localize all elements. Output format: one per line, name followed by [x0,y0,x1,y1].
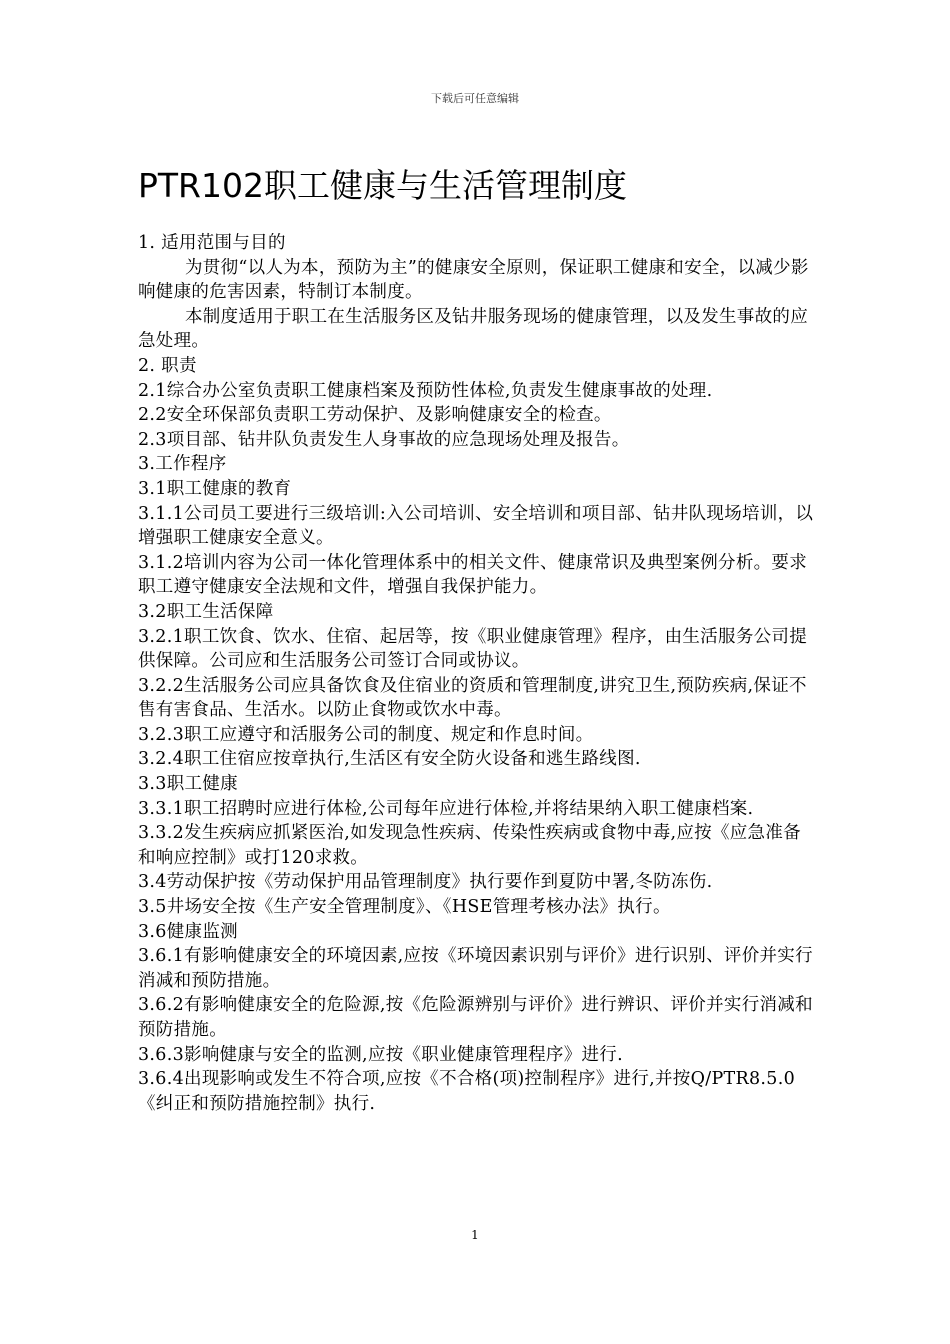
paragraph: 2.3项目部、钻井队负责发生人身事故的应急现场处理及报告。 [138,429,630,450]
paragraph: 2.2安全环保部负责职工劳动保护、及影响健康安全的检查。 [138,405,612,426]
paragraph: 3.1.2培训内容为公司一体化管理体系中的相关文件、健康常识及典型案例分析。要求职工遵守健康安全法规和文件，增强自我保护能力。 [138,552,808,598]
paragraph: 3.3.2发生疾病应抓紧医治,如发现急性疾病、传染性疾病或食物中毒,应按《应急准备和响应控制》或打120求救。 [138,823,801,868]
paragraph: 3.2.1职工饮食、饮水、住宿、起居等，按《职业健康管理》程序，由生活服务公司提供保障。公司应和生活服务公司签订合同或协议。 [138,626,808,672]
paragraph: 3.2.4职工住宿应按章执行,生活区有安全防火设备和逃生路线图. [138,749,641,770]
paragraph: 3.工作程序 [138,454,227,475]
paragraph: 3.2.3职工应遵守和活服务公司的制度、规定和作息时间。 [138,724,594,745]
document-title: PTR102职工健康与生活管理制度 [138,166,627,205]
paragraph: 3.5井场安全按《生产安全管理制度》、《HSE管理考核办法》执行。 [138,897,671,918]
paragraph: 为贯彻“以人为本，预防为主”的健康安全原则，保证职工健康和安全，以减少影响健康的危害因素，特制订本制度。 [138,257,809,303]
paragraph: 3.6.2有影响健康安全的危险源,按《危险源辨别与评价》进行辨识、评价并实行消减和预防措施。 [138,995,813,1040]
paragraph: 3.4劳动保护按《劳动保护用品管理制度》执行要作到夏防中署,冬防冻伤. [138,872,713,893]
document-body [138,231,818,1116]
paragraph: 3.6.4出现影响或发生不符合项,应按《不合格(项)控制程序》进行,并按Q/PTR8.5.0《纠正和预防措施控制》执行. [138,1069,795,1114]
paragraph: 3.1.1公司员工要进行三级培训:入公司培训、安全培训和项目部、钻井队现场培训，以增强职工健康安全意义。 [138,503,814,549]
paragraph: 3.3.1职工招聘时应进行体检,公司每年应进行体检,并将结果纳入职工健康档案. [138,798,754,819]
paragraph: 2.1综合办公室负责职工健康档案及预防性体检,负责发生健康事故的处理. [138,380,713,401]
paragraph: 3.2职工生活保障 [138,601,274,622]
page-number: 1 [471,1228,479,1242]
paragraph: 3.6.3影响健康与安全的监测,应按《职业健康管理程序》进行. [138,1044,623,1065]
page-header-note: 下载后可任意编辑 [431,92,519,105]
paragraph: 2. 职责 [138,355,197,376]
paragraph: 本制度适用于职工在生活服务区及钻井服务现场的健康管理，以及发生事故的应急处理。 [138,306,808,352]
paragraph: 3.2.2生活服务公司应具备饮食及住宿业的资质和管理制度,讲究卫生,预防疾病,保证不售有害食品、生活水。以防止食物或饮水中毒。 [138,675,807,721]
paragraph: 3.6.1有影响健康安全的环境因素,应按《环境因素识别与评价》进行识别、评价并实行消减和预防措施。 [138,946,813,991]
paragraph: 3.3职工健康 [138,774,238,795]
paragraph: 3.1职工健康的教育 [138,478,292,499]
paragraph: 3.6健康监测 [138,921,238,942]
paragraph: 1. 适用范围与目的 [138,233,286,253]
